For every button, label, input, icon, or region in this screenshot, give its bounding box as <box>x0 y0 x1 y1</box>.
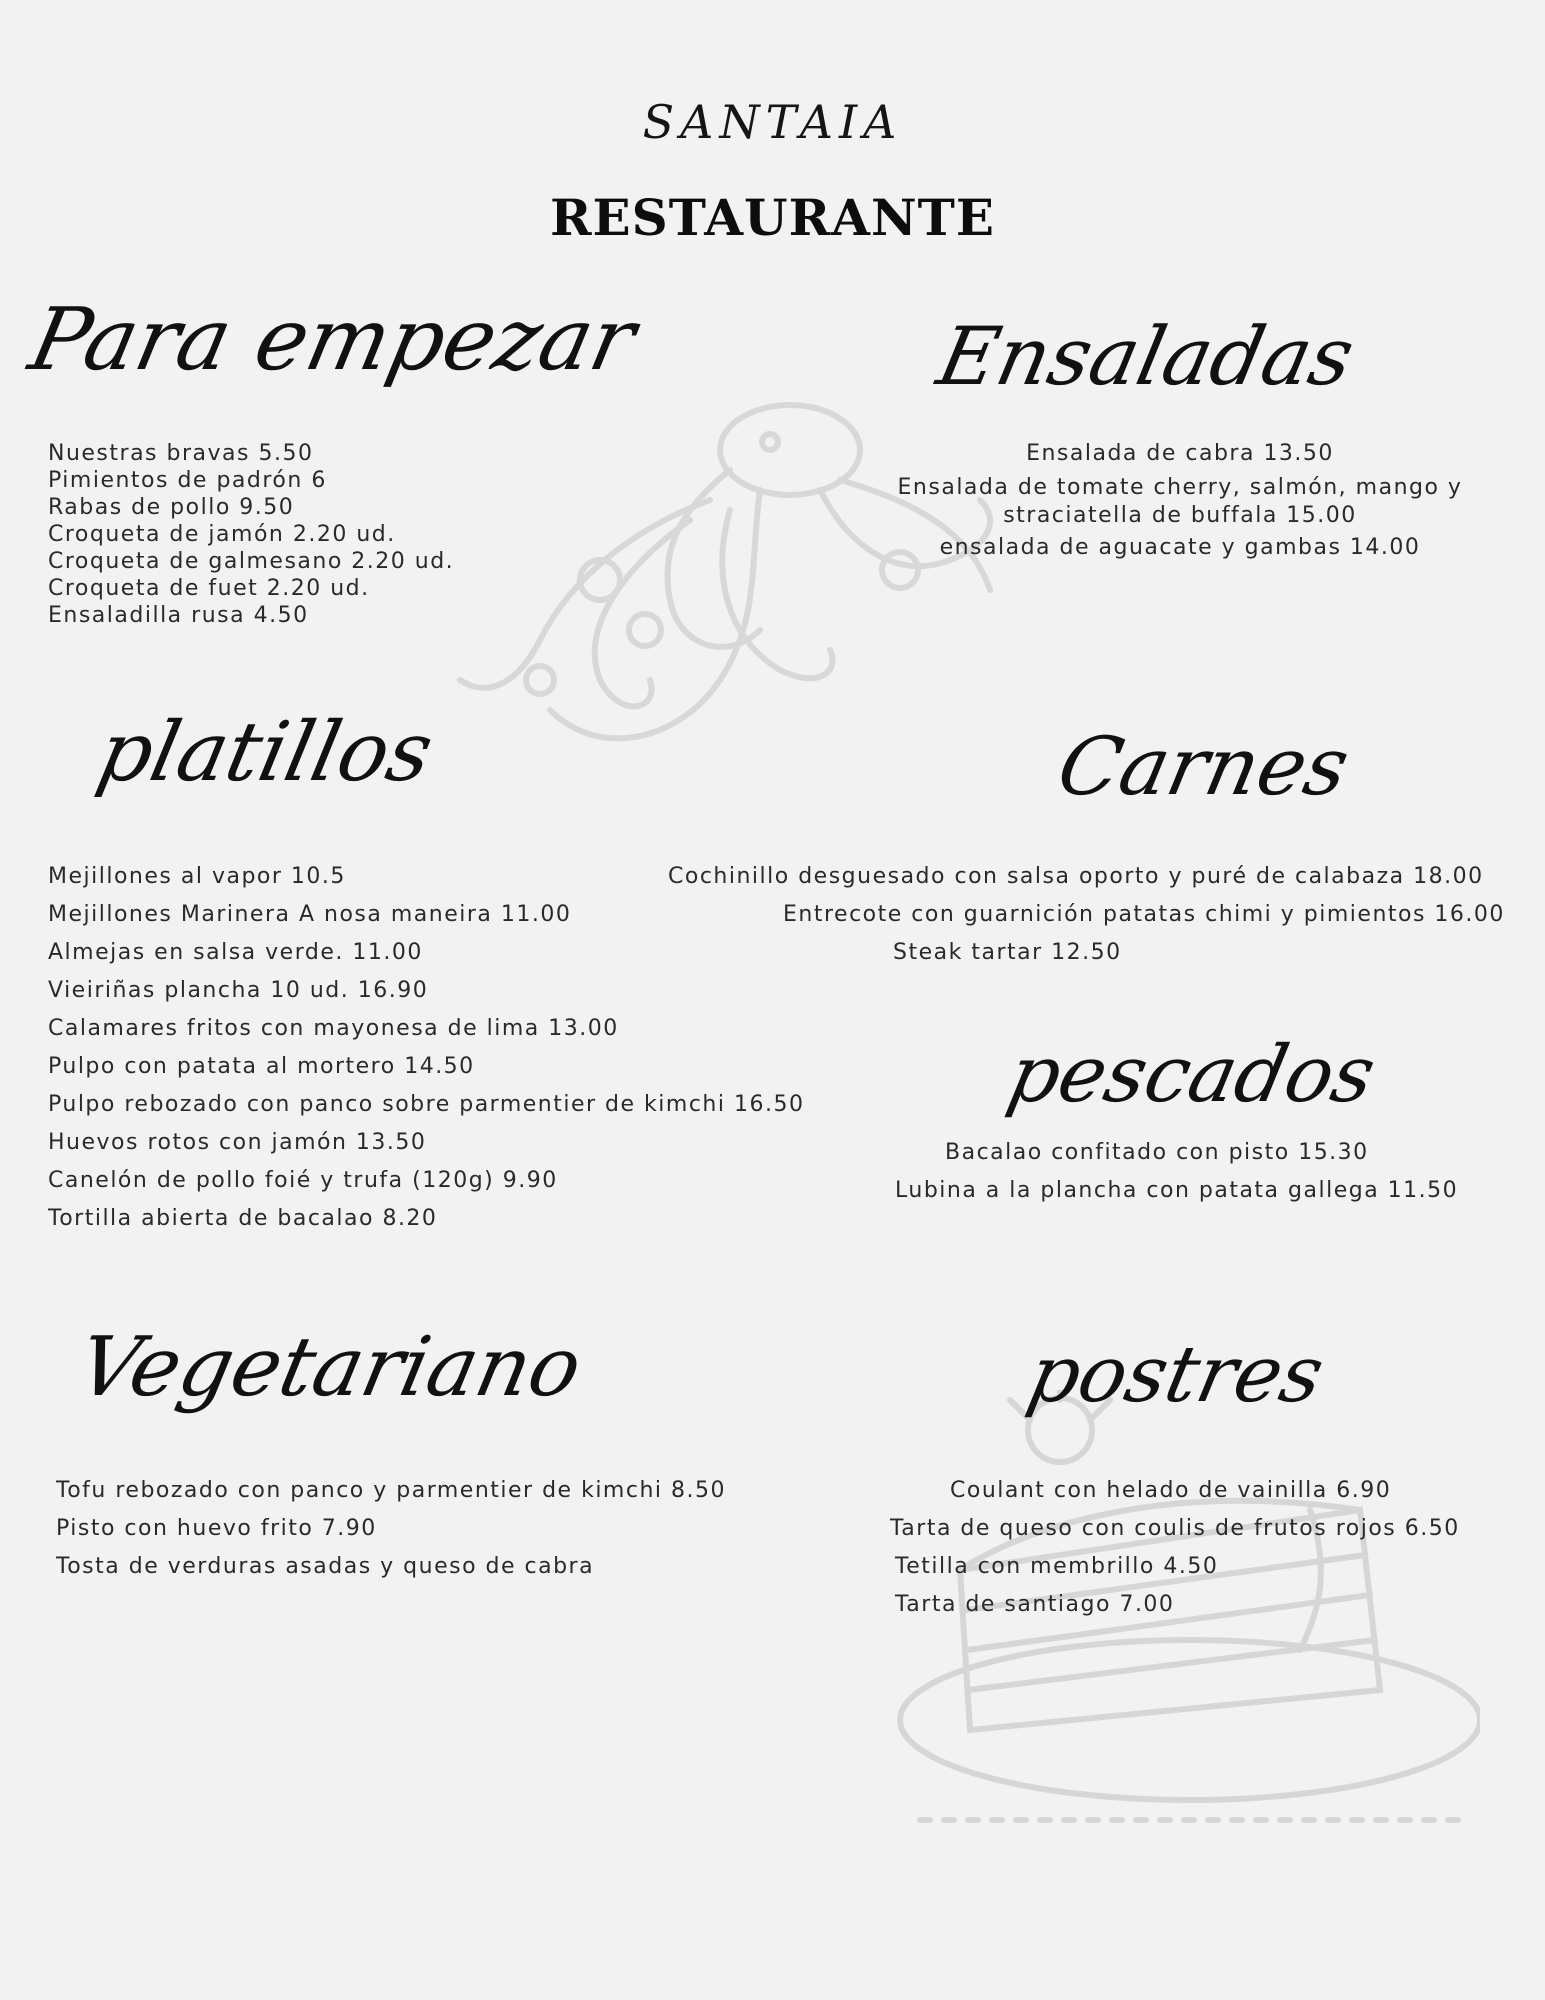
menu-item: Coulant con helado de vainilla 6.90 <box>950 1478 1392 1503</box>
menu-item: Ensaladilla rusa 4.50 <box>48 603 309 628</box>
vegetariano-list <box>56 1472 726 1586</box>
para-empezar-list <box>48 440 454 629</box>
carnes-list <box>668 858 1505 972</box>
menu-item: Tortilla abierta de bacalao 8.20 <box>48 1206 438 1231</box>
menu-item: ensalada de aguacate y gambas 14.00 <box>939 535 1421 560</box>
menu-item: Tarta de queso con coulis de frutos rojos 6.50 <box>890 1516 1460 1541</box>
pescados-list <box>895 1134 1458 1210</box>
section-title-platillos: platillos <box>89 705 441 800</box>
section-title-pescados: pescados <box>1000 1030 1383 1120</box>
section-title-para-empezar: Para empezar <box>21 290 644 390</box>
menu-item: Mejillones al vapor 10.5 <box>48 864 346 889</box>
menu-item: Almejas en salsa verde. 11.00 <box>48 940 423 965</box>
menu-item: Pimientos de padrón 6 <box>48 468 327 493</box>
menu-item: Rabas de pollo 9.50 <box>48 495 295 520</box>
menu-item: Ensalada de cabra 13.50 <box>1026 441 1334 466</box>
menu-item: Tarta de santiago 7.00 <box>895 1592 1175 1617</box>
menu-item: Vieiriñas plancha 10 ud. 16.90 <box>48 978 429 1003</box>
menu-item: Bacalao confitado con pisto 15.30 <box>945 1140 1369 1165</box>
menu-item: Croqueta de fuet 2.20 ud. <box>48 576 370 601</box>
menu-item: Pulpo rebozado con panco sobre parmentier de kimchi 16.50 <box>48 1092 805 1117</box>
menu-item: Huevos rotos con jamón 13.50 <box>48 1130 427 1155</box>
section-title-carnes: Carnes <box>1050 720 1357 813</box>
menu-item: Cochinillo desguesado con salsa oporto y puré de calabaza 18.00 <box>668 864 1484 889</box>
menu-item: Croqueta de jamón 2.20 ud. <box>48 522 396 547</box>
section-title-postres: postres <box>1020 1330 1332 1420</box>
menu-item: Ensalada de tomate cherry, salmón, mango y <box>897 475 1463 500</box>
menu-item: Lubina a la plancha con patata gallega 11.50 <box>895 1178 1459 1203</box>
menu-item: Tosta de verduras asadas y queso de cabra <box>56 1554 595 1579</box>
menu-item: straciatella de buffala 15.00 <box>1003 503 1357 528</box>
section-title-vegetariano: Vegetariano <box>69 1320 590 1415</box>
postres-list <box>890 1472 1460 1624</box>
menu-item: Nuestras bravas 5.50 <box>48 441 314 466</box>
menu-item: Tetilla con membrillo 4.50 <box>895 1554 1219 1579</box>
cake-slice-illustration <box>860 1390 1480 1910</box>
menu-item: Pisto con huevo frito 7.90 <box>56 1516 377 1541</box>
menu-item: Tofu rebozado con panco y parmentier de kimchi 8.50 <box>56 1478 726 1503</box>
menu-item: Pulpo con patata al mortero 14.50 <box>48 1054 475 1079</box>
menu-item: Steak tartar 12.50 <box>893 940 1122 965</box>
restaurant-subtitle: RESTAURANTE <box>549 188 995 247</box>
menu-item: Croqueta de galmesano 2.20 ud. <box>48 549 455 574</box>
menu-item: Entrecote con guarnición patatas chimi y pimientos 16.00 <box>783 902 1505 927</box>
menu-item: Canelón de pollo foié y trufa (120g) 9.90 <box>48 1168 558 1193</box>
ensaladas-list <box>880 440 1480 561</box>
menu-item: Calamares fritos con mayonesa de lima 13.00 <box>48 1016 619 1041</box>
menu-item: Mejillones Marinera A nosa maneira 11.00 <box>48 902 572 927</box>
brand-name: SANTAIA <box>642 95 903 149</box>
section-title-ensaladas: Ensaladas <box>930 310 1362 403</box>
